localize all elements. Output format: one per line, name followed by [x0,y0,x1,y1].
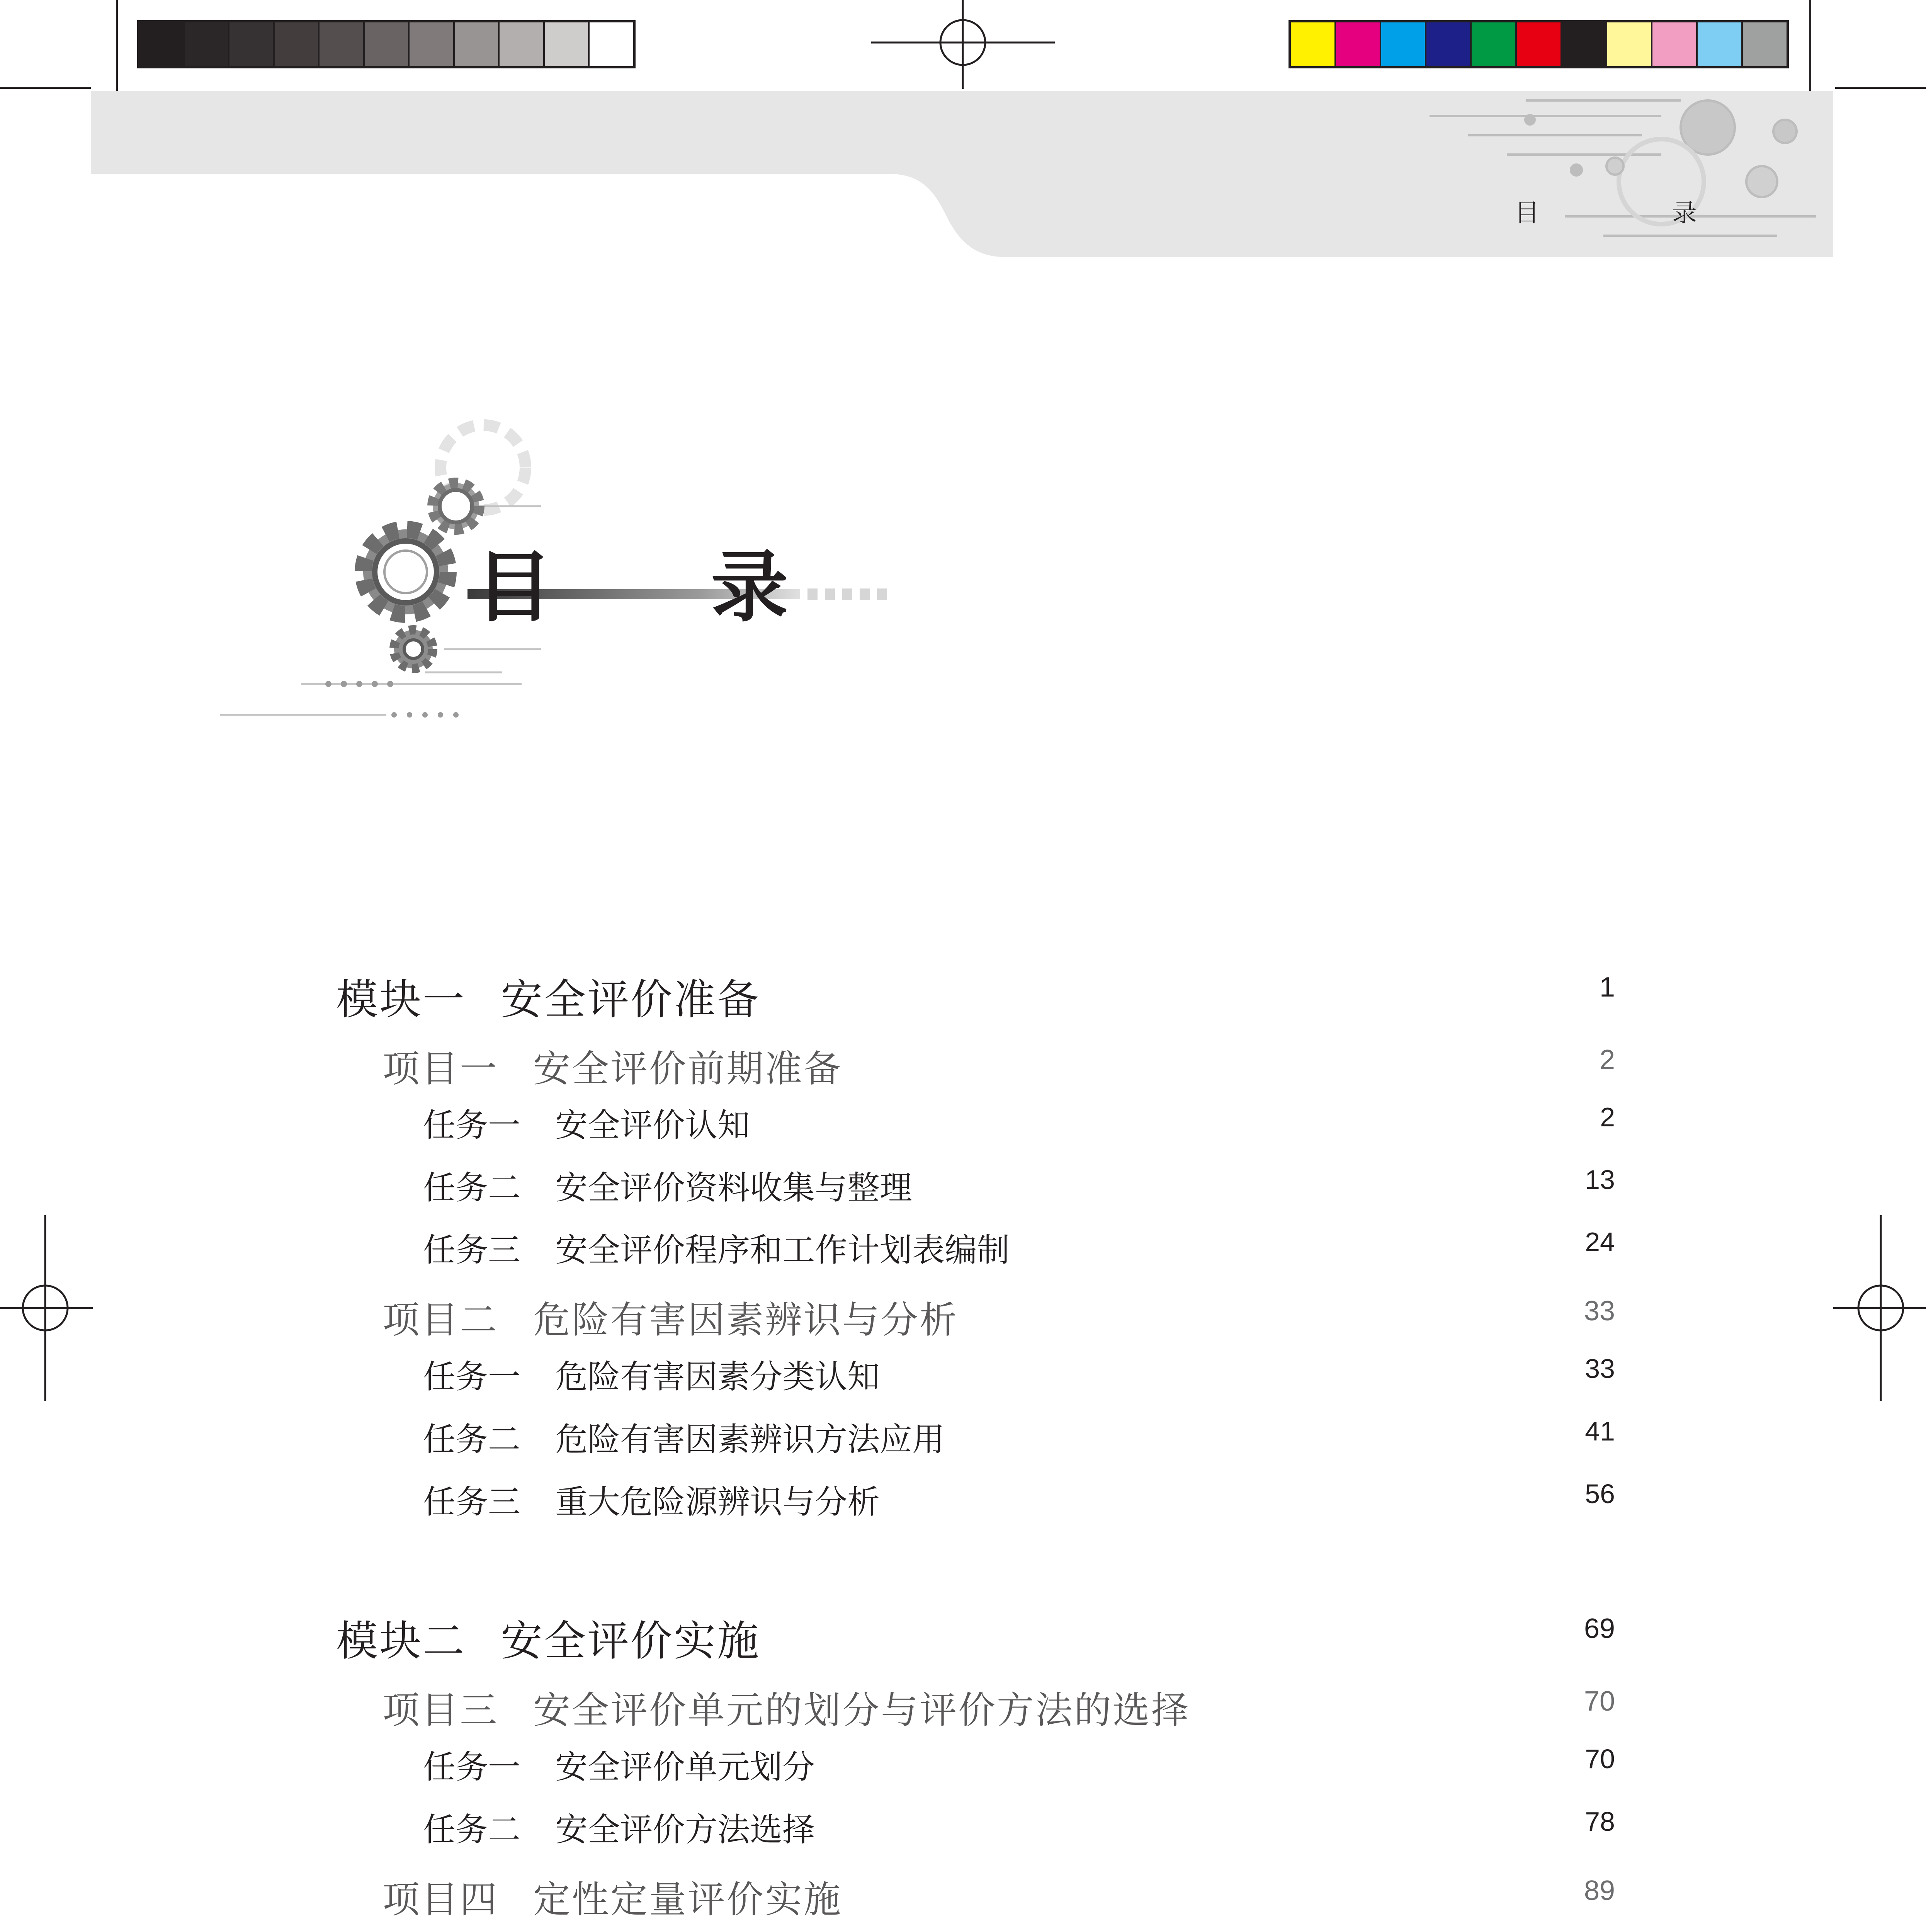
toc-entry-title [423,1099,750,1146]
gear-decoration-icon [212,417,947,726]
toc-entry-name: 安全评价前期准备 [533,1047,842,1090]
toc-entry-title [423,1224,1010,1271]
toc-entry-number: 任务二 [423,1420,521,1458]
toc-task-entry[interactable] [0,1476,1926,1522]
toc-task-entry[interactable] [0,1413,1926,1460]
toc-entry-title [423,1476,880,1523]
toc-entry-title [423,1162,912,1209]
toc-entry-title [382,1870,842,1923]
toc-project-entry[interactable] [0,1870,1926,1921]
toc-entry-number: 任务一 [423,1748,521,1786]
toc-entry-name: 危险有害因素辨识与分析 [533,1298,958,1342]
toc-task-entry[interactable] [0,1930,1926,1932]
toc-entry-name: 危险有害因素辨识方法应用 [555,1420,945,1458]
toc-entry-name: 安全评价方法选择 [555,1811,815,1849]
toc-task-entry[interactable] [0,1224,1926,1270]
toc-entry-title [382,1039,842,1092]
page-title-char-2: 录 [711,542,789,633]
toc-entry-name: 安全评价认知 [555,1106,750,1144]
toc-page-number: 41 [1585,1416,1615,1446]
toc-task-entry[interactable] [0,1099,1926,1146]
toc-entry-number: 模块一 [336,976,466,1024]
toc-entry-number: 项目三 [382,1689,498,1732]
toc-entry-name: 安全评价单元的划分与评价方法的选择 [533,1689,1190,1732]
toc-page-number: 70 [1585,1744,1615,1774]
toc-entry-number: 任务三 [423,1231,521,1269]
toc-task-entry[interactable] [0,1351,1926,1397]
toc-module-entry[interactable] [0,1607,1926,1665]
toc-page-number: 33 [1585,1354,1615,1384]
toc-entry-title [336,1607,760,1667]
toc-entry-name: 安全评价实施 [501,1617,761,1665]
toc-page-number: 56 [1585,1479,1615,1509]
toc-page-number: 2 [1600,1102,1615,1132]
header-band [0,0,1926,270]
toc-page-number: 24 [1585,1227,1615,1257]
toc-entry-title [382,1291,958,1344]
toc-page-number: 1 [1599,972,1615,1003]
toc-project-entry[interactable] [0,1681,1926,1732]
page-title-char-1: 目 [475,542,553,633]
toc-entry-name: 安全评价程序和工作计划表编制 [555,1231,1010,1269]
toc-entry-name: 重大危险源辨识与分析 [555,1483,880,1521]
toc-entry-number: 项目四 [382,1878,498,1921]
toc-entry-number: 项目一 [382,1047,498,1090]
toc-page-number: 13 [1585,1165,1615,1195]
toc-project-entry[interactable] [0,1291,1926,1342]
toc-entry-number: 任务二 [423,1811,521,1849]
toc-page-number: 33 [1584,1296,1615,1327]
toc-entry-number: 任务三 [423,1483,521,1521]
toc-entry-name: 安全评价资料收集与整理 [555,1169,913,1207]
toc-task-entry[interactable] [0,1162,1926,1208]
toc-module-entry[interactable] [0,966,1926,1024]
toc-entry-number: 任务一 [423,1106,521,1144]
toc-entry-name: 定性定量评价实施 [533,1878,842,1921]
toc-page-number: 2 [1599,1044,1615,1075]
toc-entry-number: 项目二 [382,1298,498,1342]
toc-entry-title [423,1930,815,1932]
toc-entry-title [423,1741,815,1788]
toc-entry-title [336,966,760,1026]
toc-entry-title [423,1804,815,1850]
toc-page-number: 70 [1584,1686,1615,1717]
toc-entry-number: 任务一 [423,1358,521,1396]
toc-entry-title [423,1413,945,1460]
toc-task-entry[interactable] [0,1741,1926,1787]
running-header: 目 录 [1515,199,1751,228]
toc-task-entry[interactable] [0,1804,1926,1850]
toc-project-entry[interactable] [0,1039,1926,1090]
toc-entry-name: 危险有害因素分类认知 [555,1358,880,1396]
toc-entry-name: 安全评价准备 [501,976,761,1024]
toc-entry-name: 安全评价单元划分 [555,1748,815,1786]
toc-page-number: 69 [1584,1613,1615,1644]
toc-entry-number: 模块二 [336,1617,466,1665]
toc-page-number: 78 [1585,1806,1615,1837]
toc-entry-number: 任务二 [423,1169,521,1207]
toc-entry-title [382,1681,1190,1734]
toc-entry-title [423,1351,880,1398]
toc-page-number: 89 [1584,1875,1615,1906]
